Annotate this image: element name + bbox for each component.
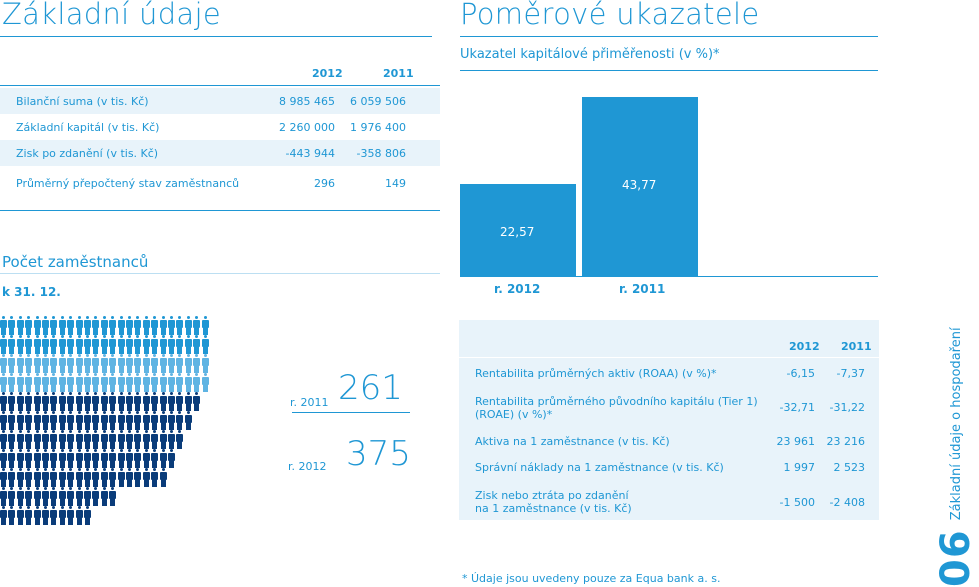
ratios-col-header-2011: 2011: [841, 340, 872, 353]
employee-icon: [202, 373, 209, 392]
employee-icon: [84, 316, 91, 335]
employee-icon: [59, 335, 66, 354]
employee-icon: [0, 430, 7, 449]
employee-icon: [118, 354, 125, 373]
employee-icon: [151, 430, 158, 449]
employee-icon: [25, 335, 32, 354]
employee-icon: [151, 373, 158, 392]
employee-icon: [92, 316, 99, 335]
employee-icon: [202, 354, 209, 373]
employee-icon: [42, 316, 49, 335]
employee-icon: [8, 373, 15, 392]
employee-icon: [118, 373, 125, 392]
employee-icon: [84, 430, 91, 449]
employee-icon: [8, 449, 15, 468]
employee-icon: [134, 335, 141, 354]
table-header-divider: [0, 85, 440, 86]
page-title-ratios: Poměrové ukazatele: [460, 0, 760, 31]
employee-icon: [143, 468, 150, 487]
employee-icon: [176, 354, 183, 373]
employee-icon: [25, 487, 32, 506]
employee-icon: [67, 449, 74, 468]
employee-icon: [42, 335, 49, 354]
employee-icon: [160, 373, 167, 392]
employee-icon: [101, 335, 108, 354]
employee-icon: [151, 316, 158, 335]
employee-icon: [17, 373, 24, 392]
employee-icon: [160, 468, 167, 487]
employee-icon: [59, 430, 66, 449]
employee-icon: [134, 316, 141, 335]
employee-icon: [0, 449, 7, 468]
employee-icon: [176, 335, 183, 354]
employee-icon: [160, 354, 167, 373]
employee-icon: [50, 411, 57, 430]
employee-icon: [76, 468, 83, 487]
employee-icon: [160, 430, 167, 449]
employee-icon: [118, 411, 125, 430]
employee-icon: [76, 316, 83, 335]
section-name: Základní údaje o hospodaření: [948, 327, 964, 521]
employee-icon: [160, 411, 167, 430]
employee-icon: [42, 487, 49, 506]
employee-icon: [25, 430, 32, 449]
employee-icon: [101, 487, 108, 506]
employee-icon: [50, 392, 57, 411]
row-value-2011: 149: [385, 177, 406, 190]
employee-icon: [67, 316, 74, 335]
employee-icon: [76, 392, 83, 411]
employee-icon: [34, 468, 41, 487]
employee-icon: [143, 335, 150, 354]
chart-subtitle: Ukazatel kapitálové přiměřenosti (v %)*: [460, 47, 720, 62]
ratio-value-2012: -1 500: [779, 496, 815, 509]
employee-icon: [143, 430, 150, 449]
x-tick-label-2012: r. 2012: [494, 282, 541, 296]
ratio-label: Zisk nebo ztráta po zdanění na 1 zaměstnance (v tis. Kč): [475, 489, 632, 515]
employee-icon: [118, 392, 125, 411]
col-header-2012: 2012: [312, 67, 343, 80]
employee-icon: [8, 468, 15, 487]
ratio-label: Správní náklady na 1 zaměstnance (v tis. Kč): [475, 461, 724, 474]
employee-icon: [0, 487, 7, 506]
row-value-2011: -358 806: [356, 147, 406, 160]
employee-icon: [84, 335, 91, 354]
employee-icon: [0, 354, 7, 373]
employee-icon: [25, 373, 32, 392]
ratio-value-2011: 23 216: [826, 435, 865, 448]
employee-icon: [50, 335, 57, 354]
employee-icon: [193, 335, 200, 354]
employee-icon: [34, 373, 41, 392]
employee-icon: [176, 430, 183, 449]
employee-icon: [160, 392, 167, 411]
employee-icon: [143, 411, 150, 430]
employee-icon: [185, 354, 192, 373]
employee-icon: [101, 411, 108, 430]
employee-icon: [134, 411, 141, 430]
employee-icon: [42, 354, 49, 373]
employee-icon: [34, 411, 41, 430]
employee-icon: [8, 506, 15, 525]
employee-icon: [193, 392, 200, 411]
employee-icon: [126, 411, 133, 430]
employee-icon: [176, 316, 183, 335]
employee-icon: [76, 335, 83, 354]
table-row: [0, 170, 440, 196]
employee-icon: [118, 335, 125, 354]
employee-icon: [34, 506, 41, 525]
chart-baseline: [460, 276, 878, 277]
ratio-value-2012: 1 997: [783, 461, 815, 474]
employee-icon: [8, 335, 15, 354]
employee-icon: [92, 487, 99, 506]
employee-icon: [17, 449, 24, 468]
employee-icon: [59, 506, 66, 525]
employee-icon: [34, 487, 41, 506]
employee-icon: [42, 373, 49, 392]
row-value-2012: 2 260 000: [279, 121, 335, 134]
employee-icon: [185, 373, 192, 392]
employee-icon: [92, 335, 99, 354]
employee-icon: [76, 373, 83, 392]
employee-icon: [34, 316, 41, 335]
employee-icon: [59, 449, 66, 468]
row-label: Bilanční suma (v tis. Kč): [16, 95, 149, 108]
employee-icon: [202, 316, 209, 335]
title-divider: [0, 36, 432, 37]
employee-icon: [59, 487, 66, 506]
employee-icon: [101, 316, 108, 335]
employee-icon: [134, 468, 141, 487]
employee-icon: [50, 506, 57, 525]
employees-date: k 31. 12.: [2, 285, 61, 299]
employee-icon: [0, 316, 7, 335]
employee-icon: [160, 449, 167, 468]
employee-icon: [42, 430, 49, 449]
employee-icon: [109, 354, 116, 373]
employee-icon: [168, 316, 175, 335]
employee-icon: [176, 373, 183, 392]
employee-icon: [8, 316, 15, 335]
employee-icon: [118, 468, 125, 487]
employee-icon: [34, 354, 41, 373]
employee-icon: [151, 449, 158, 468]
employee-icon: [17, 430, 24, 449]
employee-icon: [67, 354, 74, 373]
employee-icon: [151, 354, 158, 373]
employee-icon: [202, 335, 209, 354]
bar-value-label-2012: 22,57: [500, 225, 535, 239]
employee-icon: [25, 316, 32, 335]
employee-icon: [185, 392, 192, 411]
employee-icon: [76, 354, 83, 373]
employee-icon: [101, 373, 108, 392]
employee-icon: [84, 506, 91, 525]
count-value-2011: 261: [338, 368, 403, 408]
employee-icon: [126, 449, 133, 468]
row-value-2011: 6 059 506: [350, 95, 406, 108]
employee-icon: [17, 335, 24, 354]
employee-icon: [160, 316, 167, 335]
employee-icon: [92, 354, 99, 373]
count-divider: [292, 412, 410, 413]
employee-icon: [160, 335, 167, 354]
employee-icon: [34, 335, 41, 354]
employee-icon: [8, 487, 15, 506]
employee-icon: [101, 354, 108, 373]
employee-icon: [17, 392, 24, 411]
page-title-basic-data: Základní údaje: [2, 0, 221, 31]
employee-icon: [118, 316, 125, 335]
employee-icon: [185, 411, 192, 430]
employee-icon: [0, 335, 7, 354]
employee-icon: [168, 392, 175, 411]
employee-icon: [25, 449, 32, 468]
employee-icon: [59, 316, 66, 335]
employee-icon: [84, 354, 91, 373]
employee-icon: [84, 411, 91, 430]
employee-icon: [109, 430, 116, 449]
col-header-2011: 2011: [383, 67, 414, 80]
employee-icon: [143, 449, 150, 468]
employee-icon: [143, 392, 150, 411]
row-value-2012: 8 985 465: [279, 95, 335, 108]
row-label: Základní kapitál (v tis. Kč): [16, 121, 160, 134]
employee-icon: [193, 316, 200, 335]
employee-icon: [76, 449, 83, 468]
capital-adequacy-chart: [460, 72, 880, 276]
count-label-2011: r. 2011: [290, 396, 329, 409]
employee-icon: [76, 411, 83, 430]
employee-icon: [67, 487, 74, 506]
employee-icon: [17, 468, 24, 487]
employee-icon: [143, 354, 150, 373]
employee-icon: [92, 411, 99, 430]
employee-icon: [168, 335, 175, 354]
employee-icon: [76, 506, 83, 525]
employee-icon: [8, 411, 15, 430]
employee-icon: [76, 430, 83, 449]
employee-icon: [42, 411, 49, 430]
employee-icon: [50, 430, 57, 449]
employee-icon: [84, 468, 91, 487]
employee-icon: [34, 392, 41, 411]
employee-icon: [126, 316, 133, 335]
employee-icon: [176, 411, 183, 430]
table-row: [0, 88, 440, 114]
employee-icon: [76, 487, 83, 506]
employee-icon: [67, 411, 74, 430]
table-row: [0, 140, 440, 166]
ratio-label: Rentabilita průměrných aktiv (ROAA) (v %)*: [475, 367, 717, 380]
section-side-label: [933, 327, 979, 587]
employee-icon: [109, 316, 116, 335]
ratio-label: Rentabilita průměrného původního kapitálu (Tier 1) (ROAE) (v %)*: [475, 395, 758, 421]
employee-icon: [67, 392, 74, 411]
employee-icon: [168, 373, 175, 392]
employee-icon: [118, 449, 125, 468]
employee-icon: [134, 354, 141, 373]
employee-icon: [50, 487, 57, 506]
employee-icon: [101, 468, 108, 487]
employee-icon: [42, 392, 49, 411]
ratios-header-divider: [459, 357, 879, 358]
employee-icon: [151, 392, 158, 411]
employee-icon: [17, 316, 24, 335]
employee-icon: [84, 449, 91, 468]
employee-icon: [50, 468, 57, 487]
employee-icon: [185, 335, 192, 354]
row-label: Zisk po zdanění (v tis. Kč): [16, 147, 159, 160]
employee-icon: [92, 449, 99, 468]
employee-icon: [109, 373, 116, 392]
employee-icon: [8, 354, 15, 373]
employee-icon: [25, 354, 32, 373]
employee-icon: [0, 411, 7, 430]
ratio-value-2011: -31,22: [829, 401, 865, 414]
footnote: * Údaje jsou uvedeny pouze za Equa bank a. s.: [462, 572, 721, 585]
employee-icon: [92, 430, 99, 449]
employee-icon: [59, 392, 66, 411]
page-number: 06: [933, 529, 979, 587]
employee-icon: [8, 392, 15, 411]
employee-icon: [84, 392, 91, 411]
employee-icon: [193, 373, 200, 392]
row-value-2012: 296: [314, 177, 335, 190]
employee-icon: [176, 392, 183, 411]
employee-icon: [42, 506, 49, 525]
table-row: [0, 114, 440, 140]
employee-icon: [101, 449, 108, 468]
employee-icon: [84, 373, 91, 392]
employee-icon: [34, 449, 41, 468]
employee-icon: [126, 468, 133, 487]
employee-icon: [17, 354, 24, 373]
ratio-label: Aktiva na 1 zaměstnance (v tis. Kč): [475, 435, 670, 448]
chart-subtitle-divider: [460, 70, 878, 71]
ratio-value-2012: -32,71: [779, 401, 815, 414]
employee-icon: [59, 468, 66, 487]
x-tick-label-2011: r. 2011: [619, 282, 666, 296]
employee-icon: [193, 354, 200, 373]
employee-icon: [25, 392, 32, 411]
employee-icon: [67, 468, 74, 487]
count-label-2012: r. 2012: [288, 460, 327, 473]
employee-icon: [134, 392, 141, 411]
employee-icon: [92, 468, 99, 487]
employee-icon: [168, 430, 175, 449]
employee-icon: [59, 411, 66, 430]
employee-icon: [50, 373, 57, 392]
employee-icon: [25, 411, 32, 430]
count-value-2012: 375: [346, 434, 411, 474]
employee-icon: [67, 430, 74, 449]
ratio-value-2012: -6,15: [786, 367, 815, 380]
employee-icon: [126, 335, 133, 354]
bar-value-label-2011: 43,77: [622, 178, 657, 192]
employees-title: Počet zaměstnanců: [2, 253, 149, 271]
employee-icon: [126, 354, 133, 373]
employee-icon: [0, 392, 7, 411]
employee-icon: [143, 316, 150, 335]
ratios-title-divider: [460, 36, 878, 37]
employee-icon: [67, 506, 74, 525]
ratio-value-2012: 23 961: [776, 435, 815, 448]
employee-icon: [151, 411, 158, 430]
employee-icon: [0, 373, 7, 392]
ratio-value-2011: -2 408: [829, 496, 865, 509]
table-bottom-divider: [0, 210, 440, 211]
employee-icon: [143, 373, 150, 392]
employee-icon: [17, 487, 24, 506]
employee-icon: [118, 430, 125, 449]
employee-icon: [84, 487, 91, 506]
employee-icon: [101, 430, 108, 449]
employee-icon: [50, 449, 57, 468]
employee-icon: [126, 392, 133, 411]
employee-icon: [8, 430, 15, 449]
employee-icon: [168, 411, 175, 430]
employee-icon: [101, 392, 108, 411]
row-value-2011: 1 976 400: [350, 121, 406, 134]
employee-icon: [109, 392, 116, 411]
employee-icon: [59, 354, 66, 373]
employee-icon: [126, 430, 133, 449]
ratio-value-2011: -7,37: [836, 367, 865, 380]
employee-icon: [134, 449, 141, 468]
employee-icon: [25, 506, 32, 525]
employee-icon: [109, 487, 116, 506]
employee-icon: [0, 468, 7, 487]
employee-icon: [109, 468, 116, 487]
employee-icon: [42, 468, 49, 487]
employee-icon: [59, 373, 66, 392]
employee-icon: [134, 373, 141, 392]
employee-icon: [168, 449, 175, 468]
employee-icon: [109, 335, 116, 354]
employee-icon: [109, 411, 116, 430]
employee-icon: [151, 468, 158, 487]
employee-icon: [185, 316, 192, 335]
ratios-table: [459, 320, 879, 520]
employee-icon: [25, 468, 32, 487]
employee-icon: [109, 449, 116, 468]
employee-icon: [92, 373, 99, 392]
employee-icon: [134, 430, 141, 449]
employee-icon: [168, 354, 175, 373]
employee-icon: [34, 430, 41, 449]
employee-icon: [0, 506, 7, 525]
row-value-2012: -443 944: [285, 147, 335, 160]
ratios-col-header-2012: 2012: [789, 340, 820, 353]
employee-icon: [50, 316, 57, 335]
employee-icon: [67, 335, 74, 354]
ratio-value-2011: 2 523: [833, 461, 865, 474]
employee-icon: [17, 506, 24, 525]
employee-icon: [42, 449, 49, 468]
employee-icon: [151, 335, 158, 354]
row-label: Průměrný přepočtený stav zaměstnanců: [16, 177, 240, 190]
employee-icon: [92, 392, 99, 411]
employee-icon: [67, 373, 74, 392]
employee-icon: [17, 411, 24, 430]
employee-icon: [50, 354, 57, 373]
employees-divider: [0, 273, 440, 274]
employee-icon: [126, 373, 133, 392]
